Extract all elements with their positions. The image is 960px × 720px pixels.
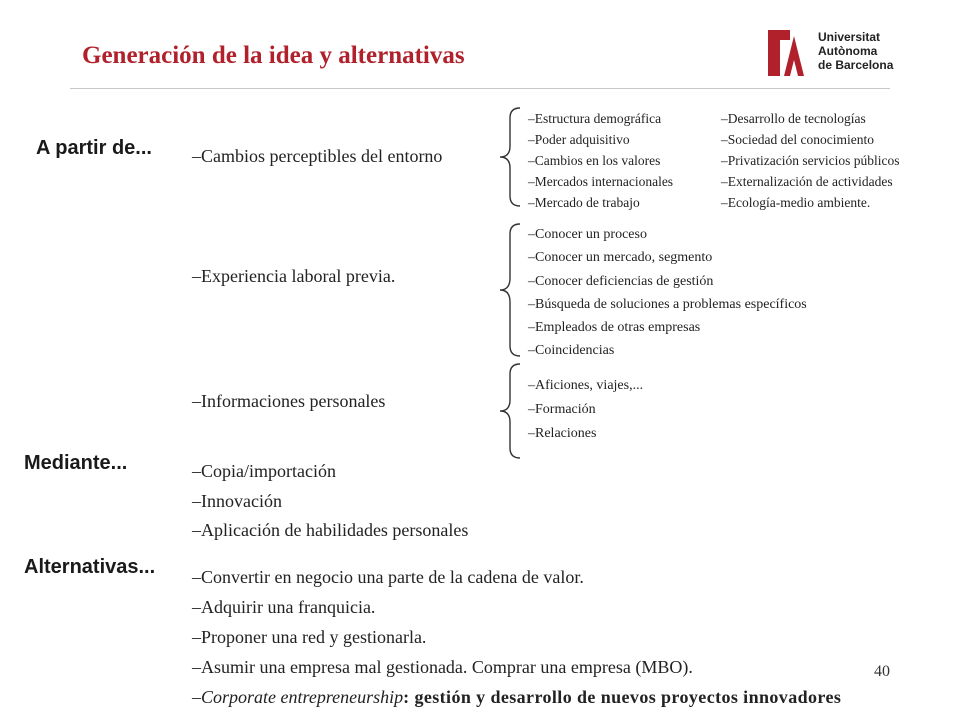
- list-item: –Privatización servicios públicos: [721, 153, 900, 168]
- list-item: –Coincidencias: [528, 343, 615, 359]
- section-a-partir: A partir de...: [36, 137, 152, 159]
- mediante-list: [192, 457, 468, 546]
- corporate-italic: Corporate entrepreneurship: [201, 687, 404, 707]
- brace-informaciones-icon: [494, 362, 524, 460]
- brace-cambios-icon: [494, 106, 524, 208]
- group-informaciones-label: –Informaciones personales: [192, 391, 386, 411]
- cambios-col2: [721, 108, 899, 213]
- logo-line-2: Autònoma: [818, 44, 878, 58]
- logo-line-3: de Barcelona: [818, 58, 894, 72]
- experiencia-list: [528, 223, 807, 363]
- list-item: –Estructura demográfica: [528, 111, 662, 126]
- page-title: Generación de la idea y alternativas: [82, 42, 465, 69]
- list-item: –Externalización de actividades: [721, 174, 893, 189]
- list-item: –Desarrollo de tecnologías: [721, 111, 866, 126]
- list-item: –Sociedad del conocimiento: [721, 132, 874, 147]
- corporate-prefix: –: [192, 687, 201, 707]
- alternativas-list: [192, 562, 841, 712]
- university-logo-icon: [768, 30, 804, 76]
- list-item: –Ecología-medio ambiente.: [721, 195, 871, 210]
- list-item: –Formación: [528, 402, 596, 417]
- group-experiencia-label: –Experiencia laboral previa.: [192, 266, 396, 286]
- list-item: –Aficiones, viajes,...: [528, 378, 644, 393]
- list-item: –Convertir en negocio una parte de la cadena de valor.: [192, 567, 584, 587]
- list-item: –Empleados de otras empresas: [528, 320, 701, 336]
- cambios-col1: [528, 108, 673, 213]
- brace-experiencia-icon: [494, 222, 524, 358]
- list-item: –Proponer una red y gestionarla.: [192, 627, 427, 647]
- list-item: –Poder adquisitivo: [528, 132, 630, 147]
- list-item: –Conocer un mercado, segmento: [528, 250, 713, 266]
- group-cambios-label: –Cambios perceptibles del entorno: [192, 146, 443, 166]
- list-item: –Relaciones: [528, 426, 597, 441]
- list-item: –Mercado de trabajo: [528, 195, 640, 210]
- list-item: –Mercados internacionales: [528, 174, 674, 189]
- section-mediante: Mediante...: [24, 452, 128, 474]
- list-item: –Adquirir una franquicia.: [192, 597, 376, 617]
- logo-line-1: Universitat: [818, 30, 881, 44]
- university-logo-text: [818, 30, 918, 72]
- list-item: –Conocer deficiencias de gestión: [528, 273, 714, 289]
- corporate-bold: : gestión y desarrollo de nuevos proyectos innovadores: [403, 687, 842, 707]
- list-item: –Innovación: [192, 490, 282, 511]
- list-item: –Copia/importación: [192, 461, 336, 481]
- list-item: –Aplicación de habilidades personales: [192, 520, 469, 540]
- section-alternativas: Alternativas...: [24, 556, 156, 578]
- list-item-corporate: [192, 682, 841, 712]
- page-number: 40: [874, 663, 890, 680]
- title-divider: [70, 88, 890, 89]
- informaciones-list: [528, 374, 643, 446]
- list-item: –Búsqueda de soluciones a problemas específicos: [528, 296, 807, 312]
- list-item: –Asumir una empresa mal gestionada. Comprar una empresa (MBO).: [192, 657, 693, 677]
- list-item: –Cambios en los valores: [528, 153, 661, 168]
- list-item: –Conocer un proceso: [528, 227, 647, 242]
